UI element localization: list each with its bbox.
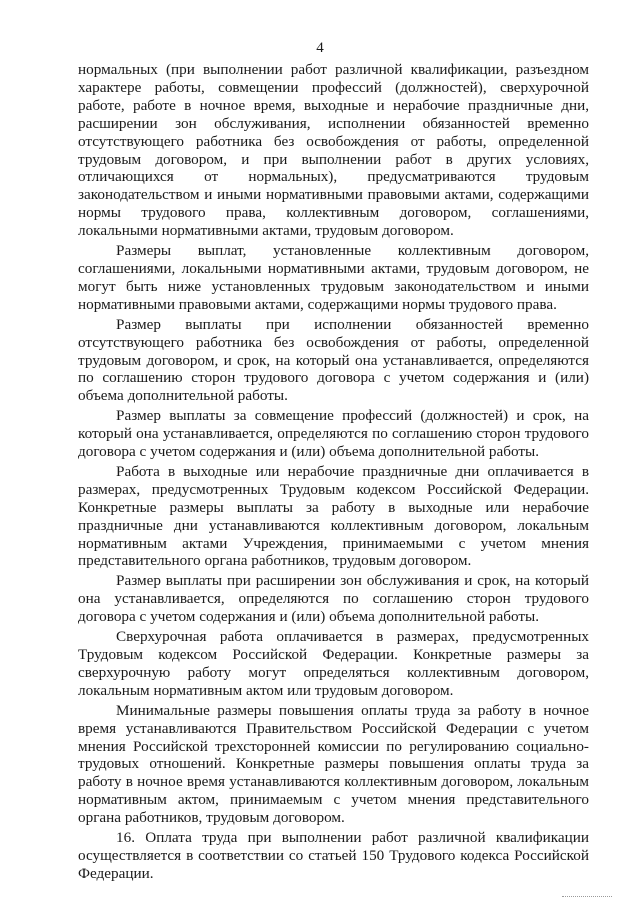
document-body xyxy=(78,61,589,885)
paragraph-overtime-work: Сверхурочная работа оплачивается в размерах, предусмотренных Трудовым кодексом Российской Федерации. Конкретные размеры за сверхурочную работу могут определяться коллективным договором, локальным нормативным актом или трудовым договором. xyxy=(78,628,589,699)
paragraph-continuation: нормальных (при выполнении работ различной квалификации, разъездном характере работы, совмещении профессий (должностей), сверхурочной работе, работе в ночное время, выходные и нерабочие праздничные дни, расширении зон обслуживания, исполнении обязанностей временно отсутствующего работника без освобождения от работы, определенной трудовым договором, и при выполнении работ в других условиях, отличающихся от нормальных), предусматриваются трудовым законодательством и иными нормативными правовыми актами, содержащими нормы трудового права, коллективным договором, соглашениями, локальными нормативными актами, трудовым договором. xyxy=(78,61,589,240)
scan-footer-mark xyxy=(562,896,612,899)
paragraph-payment-sizes: Размеры выплат, установленные коллективным договором, соглашениями, локальными нормативными актами, трудовым договором, не могут быть ниже установленных трудовым законодательством и иными нормативными правовыми актами, содержащими нормы трудового права. xyxy=(78,242,589,313)
paragraph-weekend-work: Работа в выходные или нерабочие праздничные дни оплачивается в размерах, предусмотренных Трудовым кодексом Российской Федерации. Конкретные размеры выплаты за работу в выходные или нерабочие праздничные дни устанавливаются коллективным договором, локальным нормативным актами Учреждения, принимаемыми с учетом мнения представительного органа работников, трудовым договором. xyxy=(78,462,589,570)
paragraph-absent-worker-duties: Размер выплаты при исполнении обязанностей временно отсутствующего работника без освобождения от работы, определенной трудовым договором, и срок, на который она устанавливается, определяются по соглашению сторон трудового договора с учетом содержания и (или) объема дополнительной работы. xyxy=(78,315,589,405)
paragraph-combined-professions: Размер выплаты за совмещение профессий (должностей) и срок, на который она устанавливается, определяются по соглашению сторон трудового договора с учетом содержания и (или) объема дополнительной работы. xyxy=(78,407,589,461)
paragraph-night-work: Минимальные размеры повышения оплаты труда за работу в ночное время устанавливаются Правительством Российской Федерации с учетом мнения Российской трехсторонней комиссии по регулированию социально-трудовых отношений. Конкретные размеры повышения оплаты труда за работу в ночное время устанавливаются коллективным договором, локальным нормативным актом, принимаемым с учетом мнения представительного органа работников, трудовым договором. xyxy=(78,701,589,827)
page-number: 4 xyxy=(316,40,324,56)
paragraph-item-16: 16. Оплата труда при выполнении работ различной квалификации осуществляется в соответствии со статьей 150 Трудового кодекса Российской Федерации. xyxy=(78,829,589,882)
paragraph-service-zone-expansion: Размер выплаты при расширении зон обслуживания и срок, на который она устанавливается, определяются по соглашению сторон трудового договора с учетом содержания и (или) объема дополнительной работы. xyxy=(78,572,589,626)
